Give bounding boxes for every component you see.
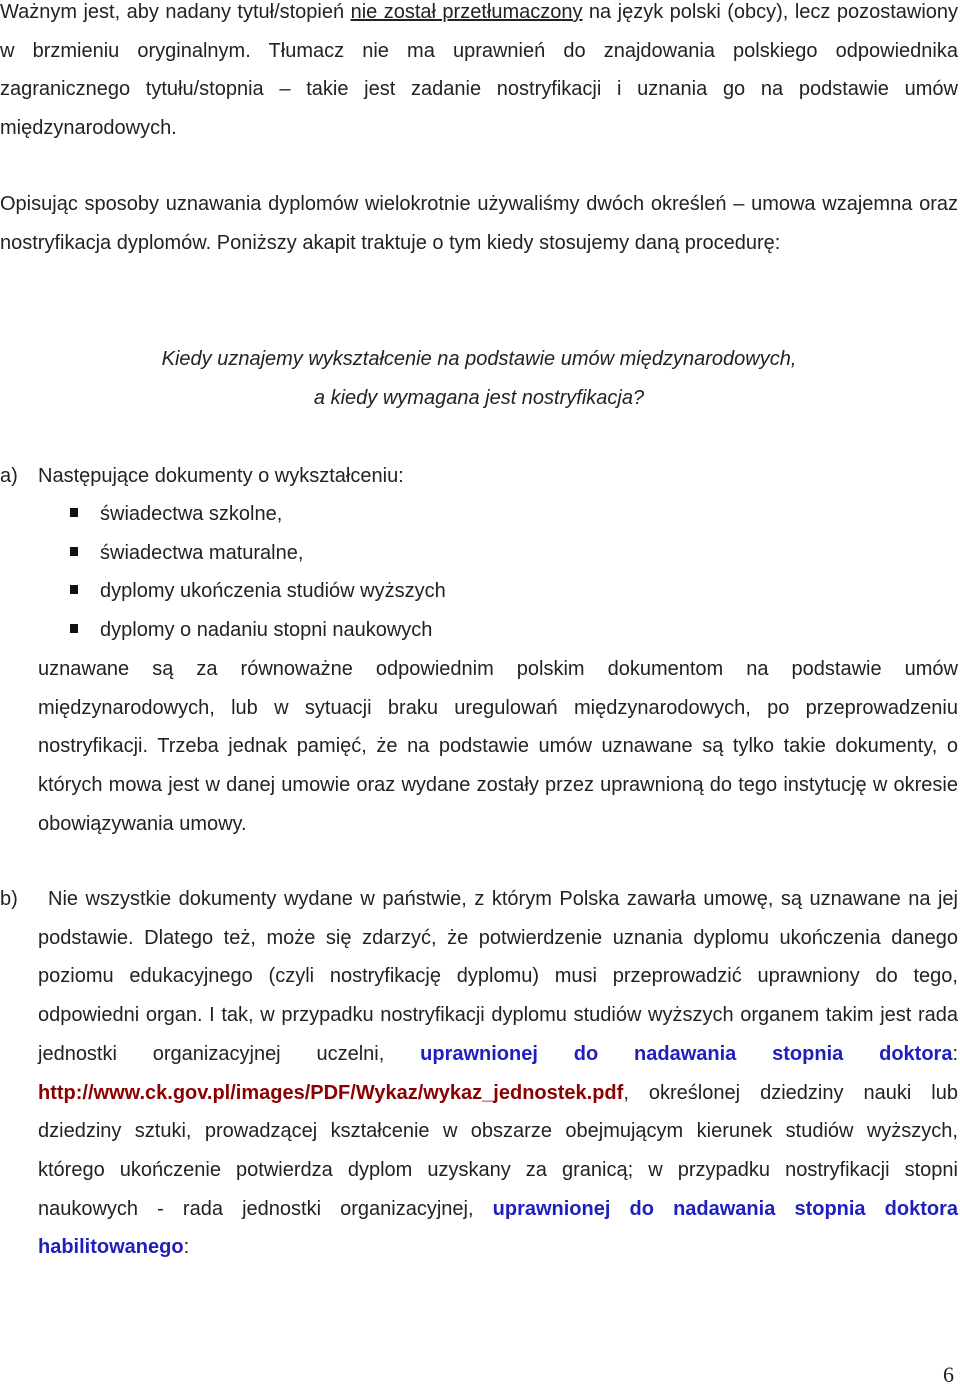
question-line-2: a kiedy wymagana jest nostryfikacja? xyxy=(313,387,645,409)
section-b-body: Nie wszystkie dokumenty wydane w państwie, z którym Polska zawarła umowę, są uznawane na jej podstawie. Dlatego też, może się zdarzyć, że potwierdzenie uznania dyplomu ukończenia danego poziomu edukacyjnego (czyli nostryfikację dyplomu) musi przeprowadzić uprawniony do tego, odpowiedni organ. I tak, w przypadku nostryfikacji dyplomu studiów wyższych organem takim jest rada jednostki organizacyjnej uczelni, uprawnionej do nadawania stopnia doktora: http://www.ck.gov.pl/images/PDF/Wykaz/wykaz_jednostek.pdf, określonej dziedziny nauki lub dziedziny sztuki, prowadzącej kształcenie w obszarze obejmującym kierunek studiów wyższych, którego ukończenie potwierdza dyplom uzyskany za granicą; w przypadku nostryfikacji stopni naukowych - rada jednostki organizacyjnej, uprawnionej do nadawania stopnia doktora habilitowanego: xyxy=(38,888,959,1259)
document-page: Ważnym jest, aby nadany tytuł/stopień nie został przetłumaczony na język polski (obcy), lecz pozostawiony w brzmieniu oryginalnym. Tłumacz nie ma uprawnień do znajdowania polskiego odpowiednika zagranicznego tytułu/stopnia – takie jest zadanie nostryfikacji i uznania go na podstawie umów międzynarodowych. Opisując sposoby uznawania dyplomów wielokrotnie używaliśmy dwóch określeń – umowa wzajemna oraz nostryfikacja dyplomów. Poniższy akapit traktuje o tym kiedy stosujemy daną procedurę: Kiedy uznajemy wykształcenie na podstawie umów międzynarodowych, a kiedy wymagana jest nostryfikacja? a) Następujące dokumenty o wykształceniu: świadectwa szkolne, świadectwa maturalne, dyplomy ukończenia studiów wyższych dyplomy o nadaniu stopni naukowych uznawane są za równoważne odpowiednim polskim dokumentom na podstawie umów międzynarodowych, lub w sytuacji braku uregulowań międzynarodowych, po przeprowadzeniu nostryfikacji. Trzeba jednak pamięć, że na podstawie umów uznawane są tylko takie dokumenty, o których mowa jest w danej umowie oraz wydane zostały przez uprawnioną do tego instytucję w okresie obowiązywania umowy. b) Nie wszystkie dokumenty wydane w państwie, z którym Polska zawarła umowę, są uznawane na jej podstawie. Dlatego też, może się zdarzyć, że potwierdzenie uznania dyplomu ukończenia danego poziomu edukacyjnego (czyli nostryfikację dyplomu) musi przeprowadzić uprawniony do tego, odpowiedni organ. I tak, w przypadku nostryfikacji dyplomu studiów wyższych organem takim jest rada jednostki organizacyjnej uczelni, uprawnionej do nadawania stopnia doktora: http://www.ck.gov.pl/images/PDF/Wykaz/wykaz_jednostek.pdf, określonej dziedziny nauki lub dziedziny sztuki, prowadzącej kształcenie w obszarze obejmującym kierunek studiów wyższych, którego ukończenie potwierdza dyplom uzyskany za granicą; w przypadku nostryfikacji stopni naukowych - rada jednostki organizacyjnej, uprawnionej do nadawania stopnia doktora habilitowanego: 6 xyxy=(0,0,960,1390)
section-a-intro: Następujące dokumenty o wykształceniu: xyxy=(38,465,404,487)
section-a-label: a) xyxy=(0,465,18,487)
square-bullet-icon xyxy=(70,585,78,594)
text-span: na język polski (obcy), lecz pozostawiony w brzmieniu oryginalnym. Tłumacz nie ma uprawnień do znajdowania polskiego odpowiednika zagranicznego tytułu/stopnia – takie jest zadanie nostryfikacji i uznania go na podstawie umów międzynarodowych. xyxy=(0,1,959,140)
emphasis-phrase: uprawnionej do nadawania stopnia doktora xyxy=(420,1042,953,1065)
square-bullet-icon xyxy=(70,547,78,556)
emphasis-phrase: uprawnionej do nadawania stopnia doktora habilitowanego xyxy=(38,1197,959,1259)
question-line-1: Kiedy uznajemy wykształcenie na podstawie umów międzynarodowych, xyxy=(161,348,797,370)
paragraph-title-note xyxy=(0,0,958,148)
paragraph-methods: Opisując sposoby uznawania dyplomów wielokrotnie używaliśmy dwóch określeń – umowa wzajemna oraz nostryfikacja dyplomów. Poniższy akapit traktuje o tym kiedy stosujemy daną procedurę: xyxy=(0,193,958,254)
underlined-phrase: nie został przetłumaczony xyxy=(350,1,583,23)
text-span: Ważnym jest, aby nadany tytuł/stopień xyxy=(0,1,351,23)
registry-link[interactable]: http://www.ck.gov.pl/images/PDF/Wykaz/wykaz_jednostek.pdf xyxy=(38,1081,624,1104)
section-b-label: b) xyxy=(0,888,18,910)
page-number: 6 xyxy=(943,1362,954,1387)
square-bullet-icon xyxy=(70,624,78,633)
section-a-body: uznawane są za równoważne odpowiednim polskim dokumentom na podstawie umów międzynarodowych, lub w sytuacji braku uregulowań międzynarodowych, po przeprowadzeniu nostryfikacji. Trzeba jednak pamięć, że na podstawie umów uznawane są tylko takie dokumenty, o których mowa jest w danej umowie oraz wydane zostały przez uprawnioną do tego instytucję w okresie obowiązywania umowy. xyxy=(38,658,958,835)
square-bullet-icon xyxy=(70,508,78,517)
